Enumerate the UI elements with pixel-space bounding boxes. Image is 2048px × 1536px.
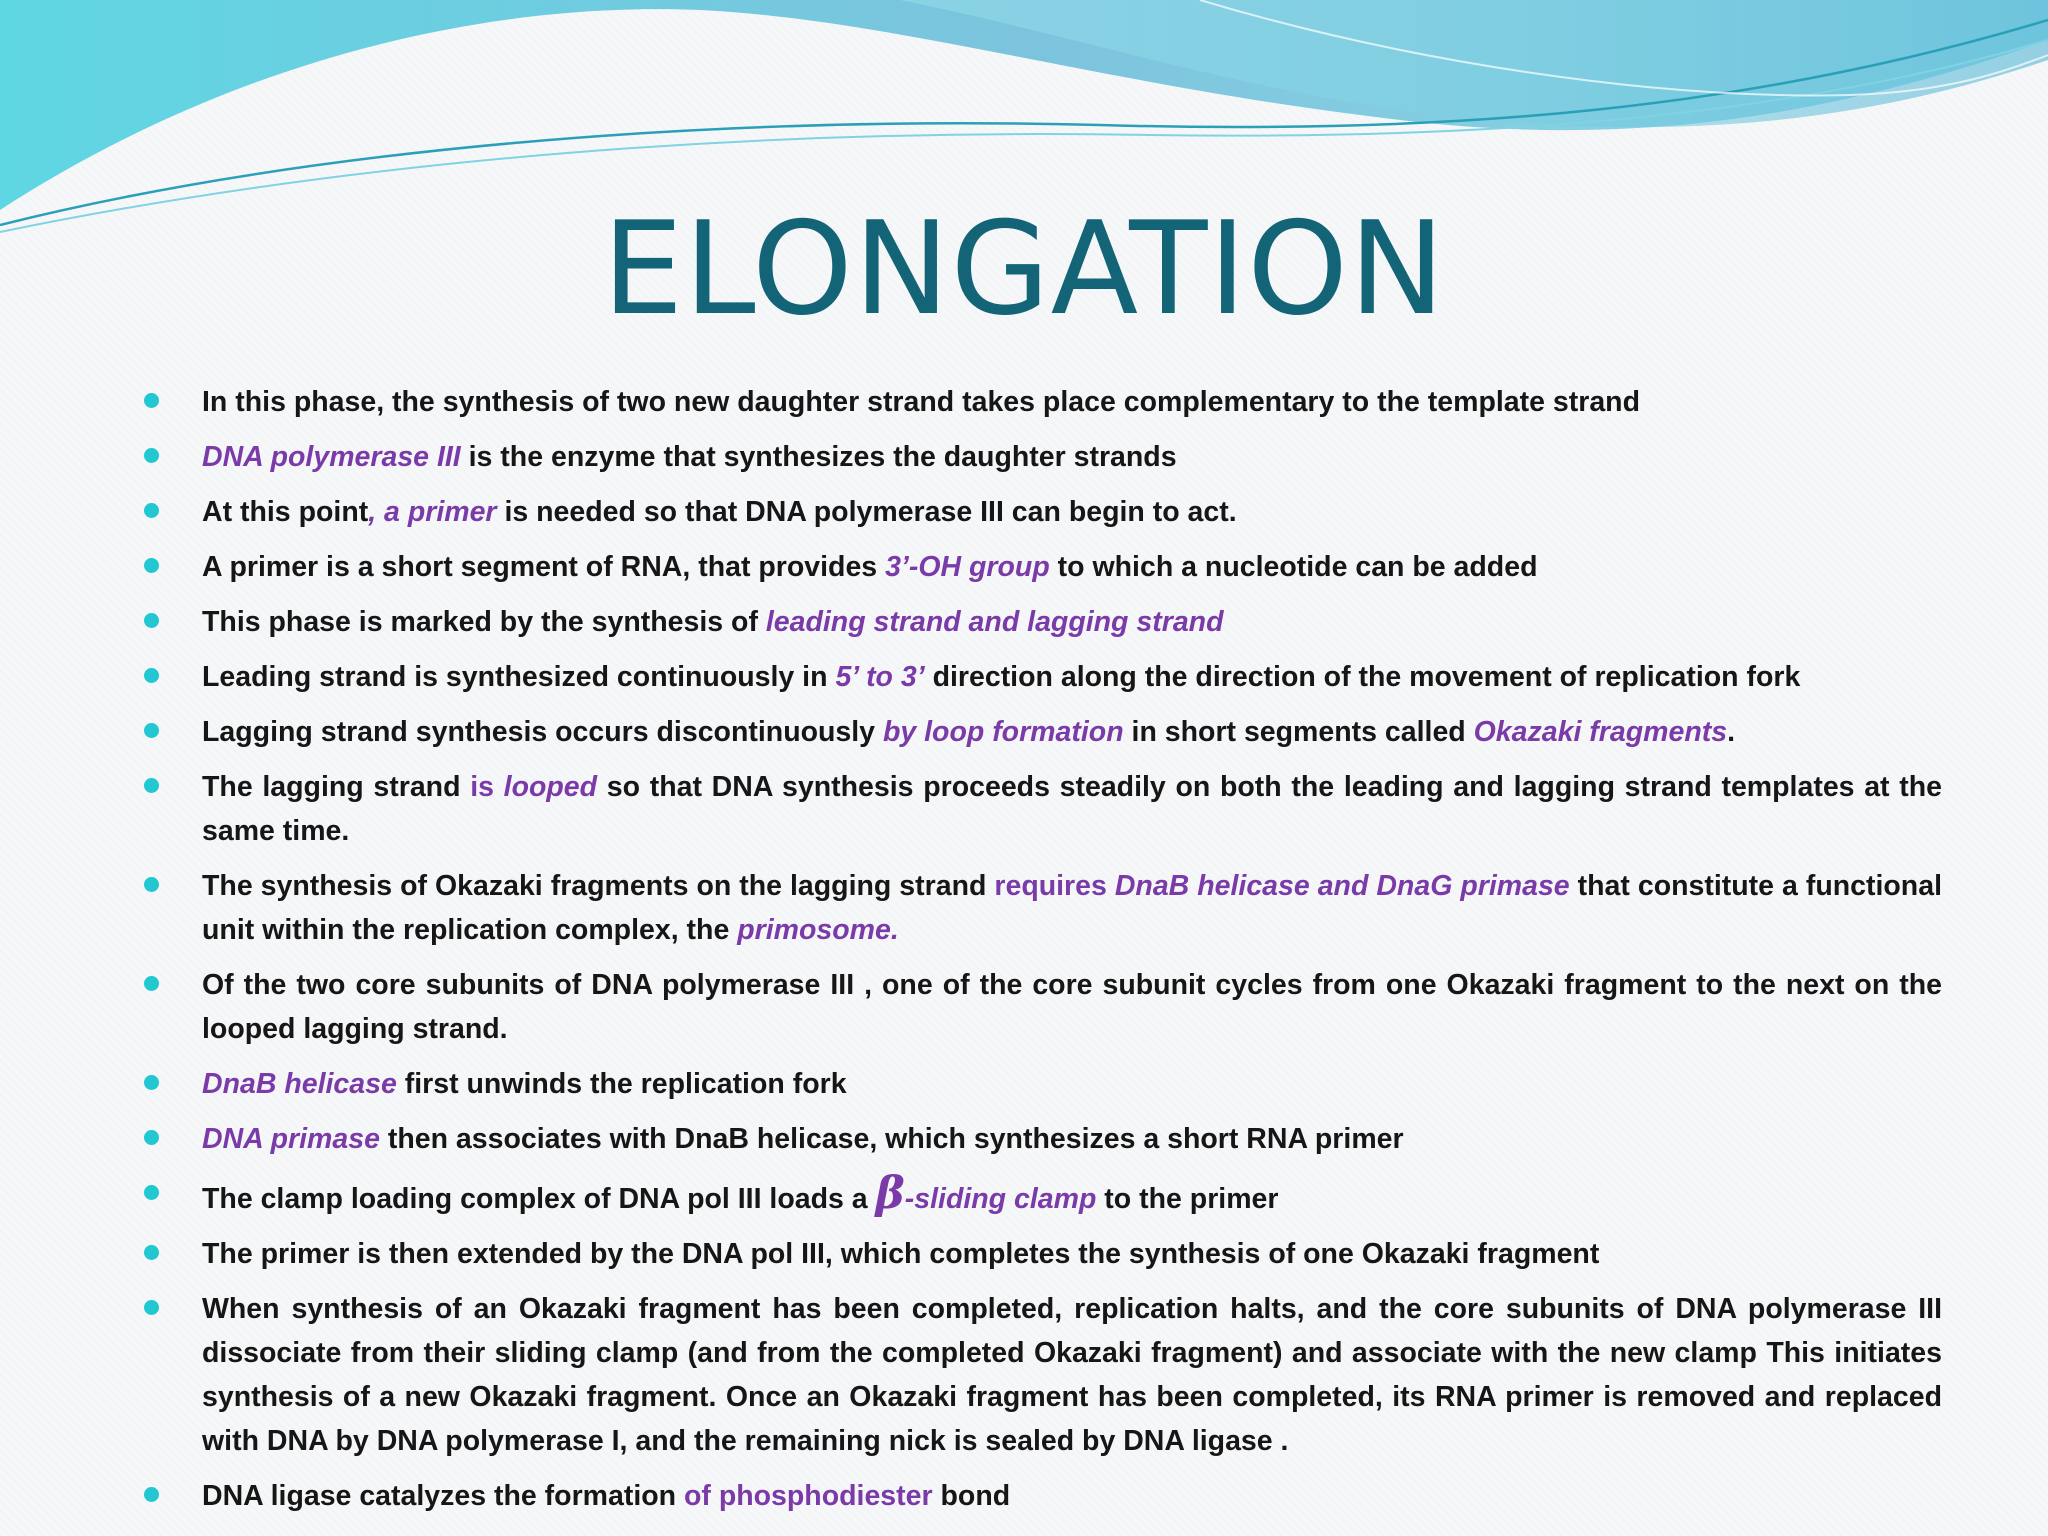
- bullet-item: [140, 655, 1942, 699]
- bullet-text: A primer is a short segment of RNA, that provides: [202, 551, 886, 583]
- bullet-dot-icon: [144, 976, 159, 991]
- highlighted-text: 3’-OH group: [885, 551, 1050, 583]
- highlighted-text: DNA polymerase III: [202, 441, 469, 473]
- bullet-text: At this point: [202, 496, 369, 528]
- bullet-text: is needed so that DNA polymerase III can begin to act.: [496, 496, 1237, 528]
- bullet-text: so that DNA synthesis proceeds steadily on both the leading and lagging strand templates at the same time.: [202, 771, 1942, 847]
- bullet-item: [140, 1287, 1942, 1463]
- highlighted-text: , a primer: [368, 496, 497, 528]
- bullet-text: that constitute a functional unit within the replication complex, the: [202, 870, 1942, 946]
- bullet-item: [140, 380, 1942, 424]
- bullet-dot-icon: [144, 1185, 159, 1200]
- highlighted-text: DnaB helicase: [202, 1068, 397, 1100]
- bullet-text: first unwinds the replication fork: [396, 1068, 847, 1100]
- bullet-dot-icon: [144, 668, 159, 683]
- bullet-list: [140, 380, 1942, 1529]
- bullet-dot-icon: [144, 1075, 159, 1090]
- bullet-dot-icon: [144, 448, 159, 463]
- bullet-text: In this phase, the synthesis of two new daughter strand takes place complementary to the template strand: [202, 386, 1640, 418]
- highlighted-text: -sliding clamp: [904, 1183, 1097, 1215]
- bullet-dot-icon: [144, 1487, 159, 1502]
- bullet-text: then associates with DnaB helicase, which synthesizes a short RNA primer: [379, 1123, 1404, 1155]
- bullet-item: [140, 963, 1942, 1051]
- bullet-dot-icon: [144, 503, 159, 518]
- bullet-text: Leading strand is synthesized continuously in: [202, 661, 836, 693]
- bullet-text: The primer is then extended by the DNA pol III, which completes the synthesis of one Okazaki fragment: [202, 1238, 1600, 1270]
- highlighted-text: DNA primase: [202, 1123, 380, 1155]
- bullet-dot-icon: [144, 1300, 159, 1315]
- bullet-item: [140, 1232, 1942, 1276]
- bullet-dot-icon: [144, 1130, 159, 1145]
- bullet-item: [140, 1168, 1942, 1221]
- highlighted-text: of phosphodiester: [684, 1480, 933, 1512]
- bullet-item: [140, 545, 1942, 589]
- bullet-text: .: [1727, 716, 1735, 748]
- highlighted-text: requires: [994, 870, 1115, 902]
- highlighted-text: 5’ to 3’: [835, 661, 925, 693]
- highlighted-text: looped: [503, 771, 598, 803]
- bullet-item: [140, 490, 1942, 534]
- bullet-dot-icon: [144, 877, 159, 892]
- bullet-text: Of the two core subunits of DNA polymerase III , one of the core subunit cycles from one Okazaki fragment to the next on the looped lagging strand.: [202, 969, 1942, 1045]
- bullet-text: to the primer: [1096, 1183, 1279, 1215]
- bullet-item: [140, 1474, 1942, 1518]
- bullet-text: The lagging strand: [202, 771, 471, 803]
- bullet-item: [140, 1062, 1942, 1106]
- highlighted-text: is: [470, 771, 504, 803]
- slide-title: ELONGATION: [602, 195, 1446, 344]
- bullet-item: [140, 1117, 1942, 1161]
- bullet-text: direction along the direction of the movement of replication fork: [924, 661, 1801, 693]
- bullet-text: to which a nucleotide can be added: [1049, 551, 1538, 583]
- bullet-dot-icon: [144, 1245, 159, 1260]
- bullet-text: Lagging strand synthesis occurs discontinuously: [202, 716, 883, 748]
- bullet-dot-icon: [144, 558, 159, 573]
- bullet-item: [140, 600, 1942, 644]
- highlighted-text: DnaB helicase and DnaG primase: [1114, 870, 1570, 902]
- bullet-text: is the enzyme that synthesizes the daughter strands: [468, 441, 1177, 473]
- bullet-item: [140, 710, 1942, 754]
- highlighted-text: leading strand and lagging strand: [765, 606, 1224, 638]
- bullet-text: The synthesis of Okazaki fragments on the lagging strand: [202, 870, 995, 902]
- bullet-text: The clamp loading complex of DNA pol III loads a: [202, 1183, 876, 1215]
- bullet-text: DNA ligase catalyzes the formation: [202, 1480, 684, 1512]
- highlighted-text: primosome.: [737, 914, 899, 946]
- highlighted-text: Okazaki fragments: [1473, 716, 1728, 748]
- highlighted-text: by loop formation: [882, 716, 1124, 748]
- bullet-text: in short segments called: [1123, 716, 1474, 748]
- bullet-dot-icon: [144, 778, 159, 793]
- highlighted-text: β: [875, 1168, 905, 1219]
- bullet-dot-icon: [144, 393, 159, 408]
- bullet-item: [140, 765, 1942, 853]
- bullet-dot-icon: [144, 613, 159, 628]
- bullet-text: When synthesis of an Okazaki fragment has been completed, replication halts, and the core subunits of DNA polymerase III dissociate from their sliding clamp (and from the completed Okazaki fragment) and associate with the new clamp This initiates synthesis of a new Okazaki fragment. Once an Okazaki fragment has been completed, its RNA primer is removed and replaced with DNA by DNA polymerase I, and the remaining nick is sealed by DNA ligase .: [202, 1293, 1942, 1457]
- bullet-text: bond: [932, 1480, 1011, 1512]
- bullet-dot-icon: [144, 723, 159, 738]
- bullet-item: [140, 435, 1942, 479]
- bullet-item: [140, 864, 1942, 952]
- bullet-text: This phase is marked by the synthesis of: [202, 606, 766, 638]
